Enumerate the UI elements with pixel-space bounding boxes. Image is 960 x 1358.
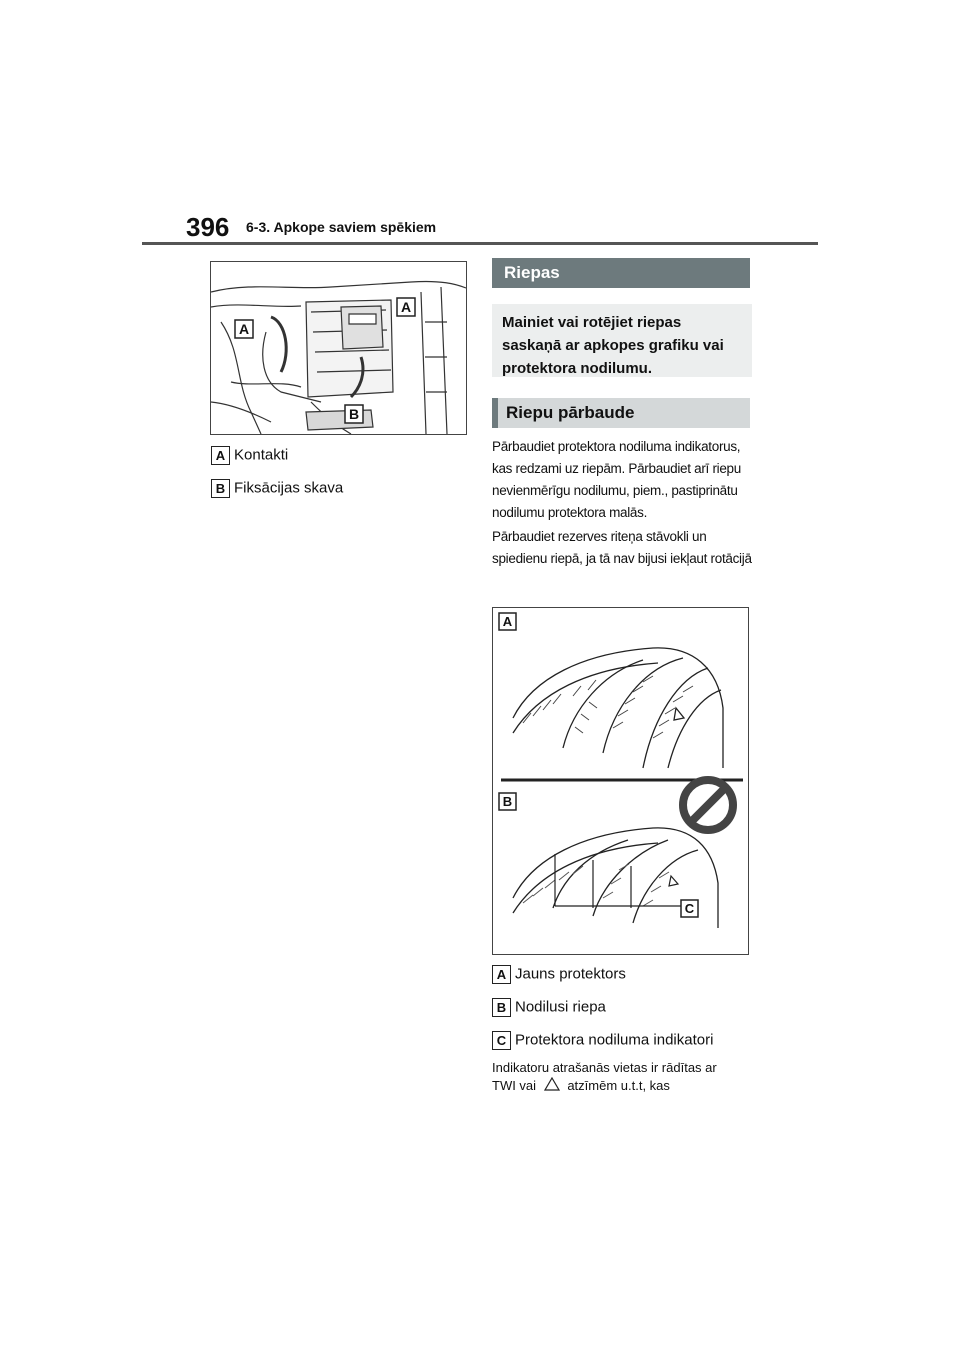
legend-item-contacts <box>211 446 288 465</box>
connector-illustration <box>211 262 466 434</box>
legend-key-c: C <box>492 1031 511 1050</box>
figure-callout-a2: A <box>400 299 412 315</box>
legend-text-new-tread: Jauns protektors <box>515 965 626 983</box>
legend-text-contacts: Kontakti <box>234 446 289 464</box>
spare-tire-paragraph: Pārbaudiet rezerves riteņa stāvokli un spiedienu riepā, ja tā nav bijusi iekļaut rotācijā <box>492 529 752 566</box>
legend-key-b: B <box>492 998 511 1017</box>
figure-callout-a1: A <box>238 321 250 337</box>
marks-text: atzīmēm u.t.t, kas <box>567 1078 670 1093</box>
legend-item-clamp <box>211 479 343 498</box>
legend-item-wear-indicators <box>492 1031 713 1050</box>
figure-callout-b: B <box>348 406 360 422</box>
tread-callout-a: A <box>502 614 513 629</box>
page-number: 396 <box>186 212 230 242</box>
tread-wear-figure <box>492 607 749 955</box>
legend-text-wear-indicators: Protektora nodiluma indikatori <box>515 1031 714 1049</box>
subheading-tire-inspection: Riepu pārbaude <box>492 398 750 428</box>
tread-callout-c: C <box>684 901 695 916</box>
legend-item-new-tread <box>492 965 626 984</box>
twi-text: TWI vai <box>492 1078 537 1093</box>
tread-illustration <box>493 608 748 954</box>
legend-text-worn-tire: Nodilusi riepa <box>515 998 606 1016</box>
prohibition-icon <box>683 780 733 830</box>
indicator-note-line1: Indikatoru atrašanās vietas ir rādītas ar <box>492 1060 717 1075</box>
connector-figure <box>210 261 467 435</box>
legend-key-b: B <box>211 479 230 498</box>
section-heading-tires: Riepas <box>492 258 750 288</box>
legend-text-clamp: Fiksācijas skava <box>234 479 344 497</box>
maintenance-callout: Mainiet vai rotējiet riepas saskaņā ar apkopes grafiku vai protektora nodilumu. <box>492 304 752 377</box>
legend-item-worn-tire <box>492 998 606 1017</box>
section-title: 6-3. Apkope saviem spēkiem <box>246 219 437 235</box>
tread-callout-b: B <box>502 794 513 809</box>
legend-key-a: A <box>492 965 511 984</box>
indicator-note-line2 <box>492 1077 754 1095</box>
triangle-mark-icon <box>544 1077 560 1091</box>
inspection-paragraph: Pārbaudiet protektora nodiluma indikatorus, kas redzami uz riepām. Pārbaudiet arī riepu nevienmērīgu nodilumu, piem., pastiprinātu nodilumu protektora malās. <box>492 439 741 520</box>
header-divider <box>142 242 818 245</box>
legend-key-a: A <box>211 446 230 465</box>
